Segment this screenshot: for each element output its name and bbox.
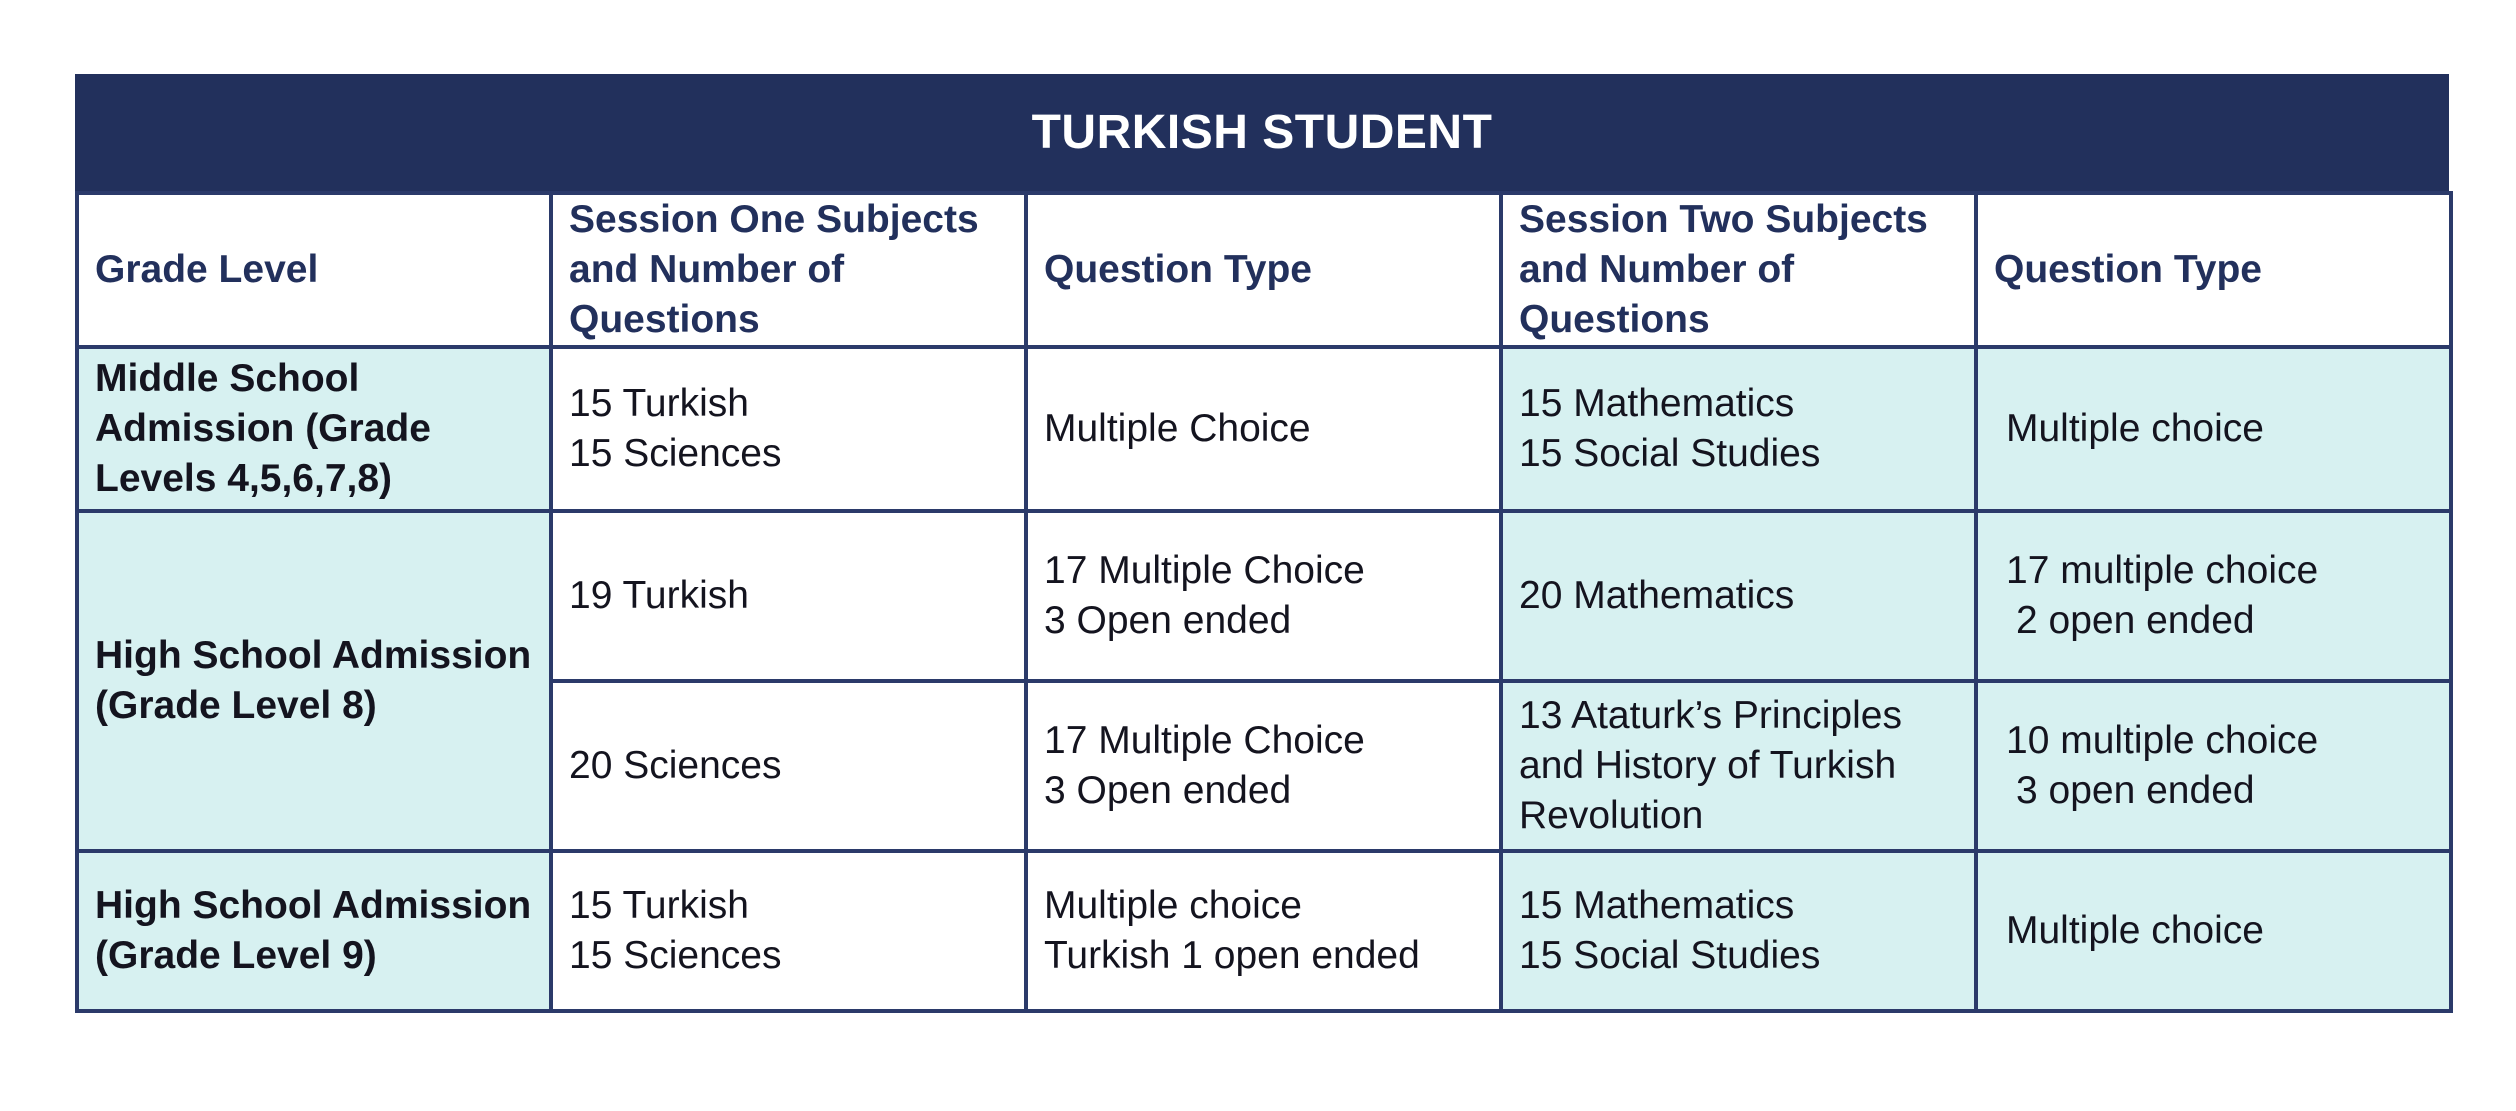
grade-cell: High School Admission (Grade Level 9) [77, 851, 551, 1011]
cell-line: Multiple choice [1044, 884, 1302, 927]
session-two-cell [1501, 851, 1976, 1011]
table-title: TURKISH STUDENT [75, 74, 2449, 191]
session-two-cell [1501, 511, 1976, 681]
cell-line: 15 Social Studies [1519, 934, 1821, 977]
header-session-one: Session One Subjects and Number of Questions [551, 193, 1026, 347]
admission-table [75, 191, 2453, 1013]
question-type-two-cell [1976, 681, 2451, 851]
question-type-one-cell [1026, 851, 1501, 1011]
cell-line: and History of Turkish [1519, 744, 1897, 787]
header-grade-level: Grade Level [77, 193, 551, 347]
cell-line: 10 multiple choice [2006, 719, 2319, 762]
cell-line: 3 Open ended [1044, 599, 1292, 642]
cell-line: 20 Sciences [569, 744, 782, 787]
question-type-one-cell [1026, 681, 1501, 851]
session-two-cell [1501, 347, 1976, 511]
session-two-cell [1501, 681, 1976, 851]
question-type-one-cell [1026, 347, 1501, 511]
question-type-two-cell [1976, 851, 2451, 1011]
cell-line: Multiple Choice [1044, 407, 1311, 450]
header-session-two: Session Two Subjects and Number of Questions [1501, 193, 1976, 347]
cell-line: 15 Turkish [569, 382, 749, 425]
question-type-two-cell [1976, 511, 2451, 681]
session-one-cell [551, 347, 1026, 511]
cell-line: 15 Mathematics [1519, 382, 1795, 425]
question-type-two-cell [1976, 347, 2451, 511]
session-one-cell [551, 681, 1026, 851]
cell-line: 15 Sciences [569, 934, 782, 977]
cell-line: 13 Ataturk’s Principles [1519, 694, 1902, 737]
cell-line: 3 Open ended [1044, 769, 1292, 812]
table-row [77, 851, 2451, 1011]
cell-line: 15 Social Studies [1519, 432, 1821, 475]
question-type-one-cell [1026, 511, 1501, 681]
session-one-cell [551, 851, 1026, 1011]
cell-line: 19 Turkish [569, 574, 749, 617]
grade-cell: Middle School Admission (Grade Levels 4,5,6,7,8) [77, 347, 551, 511]
grade-cell: High School Admission (Grade Level 8) [77, 511, 551, 851]
cell-line: 15 Turkish [569, 884, 749, 927]
header-question-type-one: Question Type [1026, 193, 1501, 347]
cell-line: 20 Mathematics [1519, 574, 1795, 617]
cell-line: Multiple choice [2006, 407, 2264, 450]
session-one-cell [551, 511, 1026, 681]
header-question-type-two: Question Type [1976, 193, 2451, 347]
cell-line: 3 open ended [2016, 769, 2255, 812]
cell-line: Revolution [1519, 794, 1704, 837]
cell-line: 17 Multiple Choice [1044, 549, 1365, 592]
header-row [77, 193, 2451, 347]
cell-line: Turkish 1 open ended [1044, 934, 1420, 977]
table-row [77, 347, 2451, 511]
cell-line: 2 open ended [2016, 599, 2255, 642]
cell-line: 17 Multiple Choice [1044, 719, 1365, 762]
cell-line: 15 Mathematics [1519, 884, 1795, 927]
table-row [77, 511, 2451, 681]
cell-line: 17 multiple choice [2006, 549, 2319, 592]
cell-line: 15 Sciences [569, 432, 782, 475]
admission-table-container [75, 74, 2449, 1013]
cell-line: Multiple choice [2006, 909, 2264, 952]
